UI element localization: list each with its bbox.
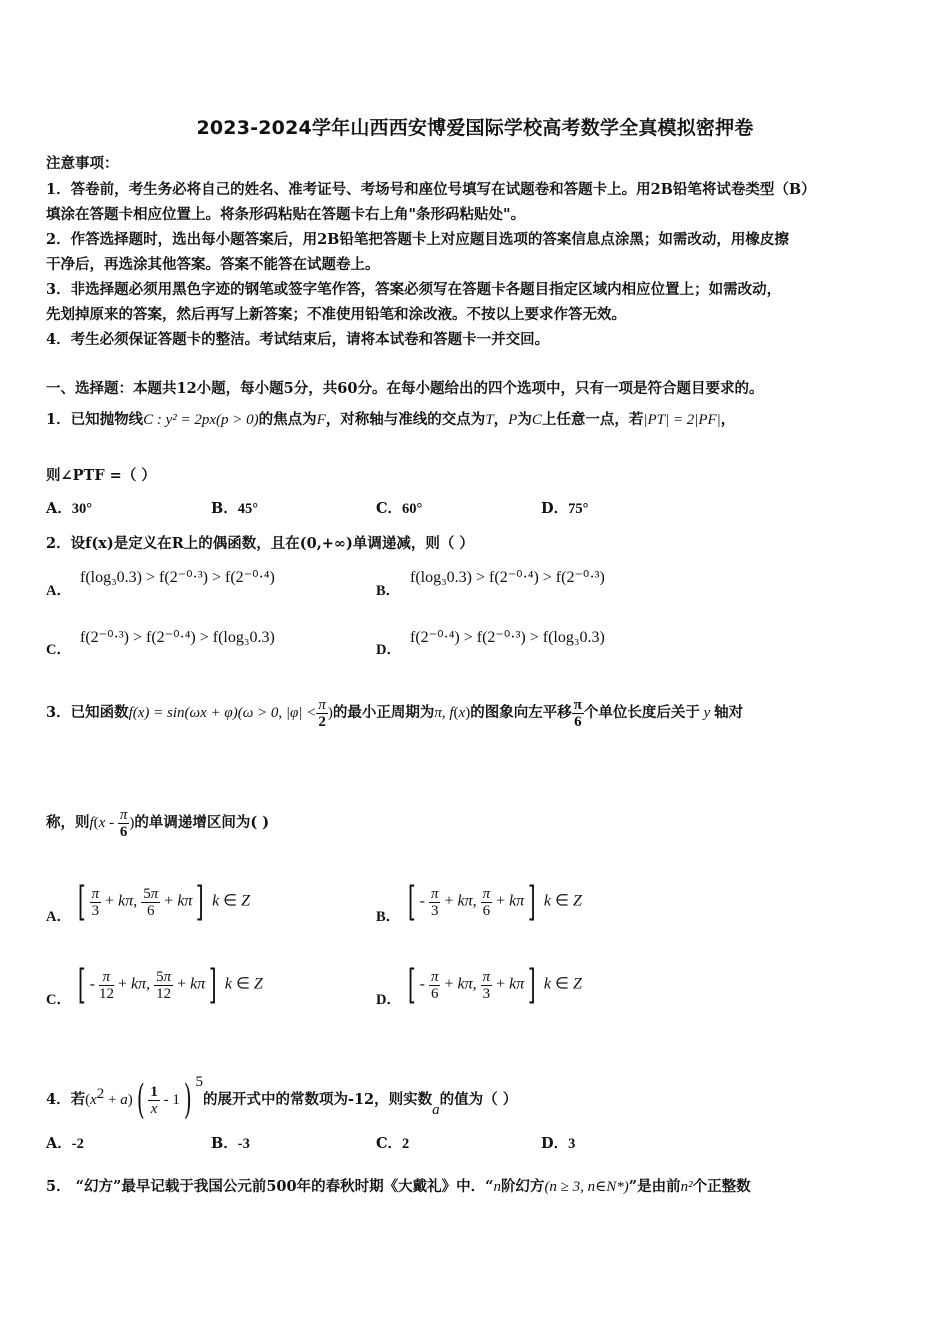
option-a-label: A． — [46, 583, 71, 599]
notes-heading: 注意事项： — [46, 155, 119, 172]
page-title: 2023-2024学年山西西安博爱国际学校高考数学全真模拟密押卷 — [196, 117, 754, 139]
notes-line: 4．考生必须保证答题卡的整洁。考试结束后，请将本试卷和答题卡一并交回。 — [46, 331, 550, 348]
option-d: D．3 — [541, 1135, 576, 1152]
function-formula: f(x) = sin(ωx + φ)(ω > 0, |φ| < — [128, 705, 317, 721]
option-d-label: D． — [376, 642, 401, 658]
option-b-label: B． — [376, 583, 401, 599]
option-d: D．75° — [541, 500, 589, 517]
question-1-stem: 1．已知抛物线C : y² = 2px(p > 0)的焦点为F，对称轴与准线的交点为T，P为C上任意一点，若|PT| = 2|PF|， — [46, 411, 736, 428]
option-a-label: A． — [46, 909, 71, 925]
option-b-label: B． — [376, 909, 401, 925]
option-b: B．45° — [211, 500, 259, 517]
question-4-stem: 4．若$(x^2 + a)$( $\frac{1}{x}$ - 1) $^5$的展开式中的常数项为-12，则实数a的值为（ ） — [46, 1074, 518, 1123]
notes-line: 干净后，再选涂其他答案。答案不能答在试题卷上。 — [46, 256, 380, 273]
notes-line: 填涂在答题卡相应位置上。将条形码粘贴在答题卡右上角"条形码粘贴处"。 — [46, 206, 526, 223]
option-c-label: C． — [46, 992, 71, 1008]
option-a: A．30° — [46, 500, 93, 517]
question-3-stem-cont: 称，则f(x - $\frac{\pi}{6}$ )的单调递增区间为( ) — [46, 806, 270, 840]
question-1-ask: 则∠PTF =（ ） — [46, 467, 156, 484]
option-b-formula: [ - $\frac{\pi}{3}$ + kπ, $\frac{\pi}{6}$ + kπ] k ∈ Z — [407, 879, 582, 925]
notes-line: 先划掉原来的答案，然后再写上新答案；不准使用铅笔和涂改液。不按以上要求作答无效。 — [46, 306, 626, 323]
notes-line: 1．答卷前，考生务必将自己的姓名、准考证号、考场号和座位号填写在试题卷和答题卡上。用2B铅笔将试卷类型（B） — [46, 181, 816, 198]
condition-formula: |PT| = 2|PF| — [643, 412, 721, 428]
option-c-formula: [ - $\frac{\pi}{12}$ + kπ, $\frac{5\pi}{12}$ + kπ] k ∈ Z — [77, 962, 263, 1008]
option-a-formula: [ $\frac{\pi}{3}$ + kπ, $\frac{5\pi}{6}$ + kπ] k ∈ Z — [77, 879, 251, 925]
order-condition: (n ≥ 3, n∈N*) — [544, 1179, 629, 1195]
option-a: A．-2 — [46, 1135, 84, 1152]
fraction-pi-2: $\frac{\pi}{2}$ — [318, 696, 326, 730]
option-d-formula: f(2⁻⁰·⁴) > f(2⁻⁰·³) > f(log₃0.3) — [410, 629, 605, 646]
question-5-stem: 5． “幻方”最早记载于我国公元前500年的春秋时期《大戴礼》中．“n阶幻方(n ≥ 3, n∈N*)”是由前n²个正整数 — [46, 1178, 751, 1195]
question-3-stem: 3．已知函数f(x) = sin(ωx + φ)(ω > 0, |φ| < $\frac{\pi}{2}$ )的最小正周期为π, f(x)的图象向左平移 $\frac{\pi}{6}$ 个单位长度后关于 y 轴对 — [46, 696, 744, 730]
option-a-formula: f(log₃0.3) > f(2⁻⁰·³) > f(2⁻⁰·⁴) — [80, 569, 275, 586]
option-d-label: D． — [376, 992, 401, 1008]
option-c-formula: f(2⁻⁰·³) > f(2⁻⁰·⁴) > f(log₃0.3) — [80, 629, 275, 646]
fraction-pi-6: $\frac{\pi}{6}$ — [573, 696, 582, 730]
option-c: C．60° — [376, 500, 423, 517]
notes-line: 2．作答选择题时，选出每小题答案后，用2B铅笔把答题卡上对应题目选项的答案信息点涂黑；如需改动，用橡皮擦 — [46, 231, 789, 248]
notes-line: 3．非选择题必须用黑色字迹的钢笔或签字笔作答，答案必须写在答题卡各题目指定区域内相应位置上；如需改动， — [46, 281, 782, 298]
option-b: B．-3 — [211, 1135, 250, 1152]
question-2-stem: 2．设f(x)是定义在R上的偶函数，且在(0,+∞)单调递减，则（ ） — [46, 535, 474, 552]
option-b-formula: f(log₃0.3) > f(2⁻⁰·⁴) > f(2⁻⁰·³) — [410, 569, 605, 586]
section-heading: 一、选择题：本题共12小题，每小题5分，共60分。在每小题给出的四个选项中，只有一项是符合题目要求的。 — [46, 380, 764, 397]
option-d-formula: [ - $\frac{\pi}{6}$ + kπ, $\frac{\pi}{3}$ + kπ] k ∈ Z — [407, 962, 582, 1008]
option-c-label: C． — [46, 642, 71, 658]
option-c: C．2 — [376, 1135, 410, 1152]
parabola-formula: C : y² = 2px(p > 0) — [143, 412, 259, 428]
